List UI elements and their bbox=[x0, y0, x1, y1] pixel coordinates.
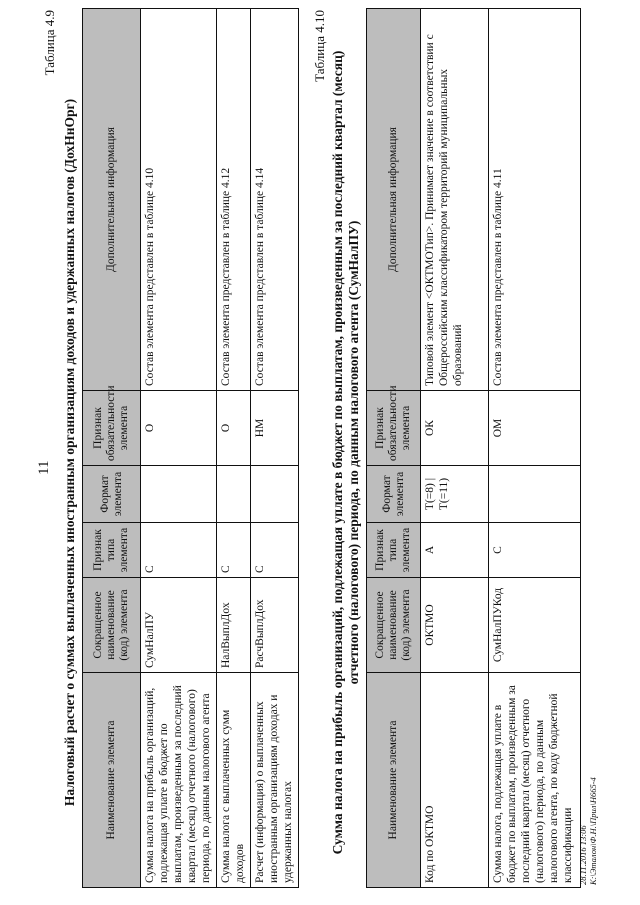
table-cell: НалВыплДох bbox=[217, 578, 251, 673]
table-row bbox=[217, 9, 251, 888]
table-cell: Состав элемента представлен в таблице 4.11 bbox=[489, 9, 581, 391]
table-cell: С bbox=[251, 523, 299, 578]
table-cell: С bbox=[489, 523, 581, 578]
table-cell: Код по ОКТМО bbox=[421, 673, 489, 888]
data-table bbox=[366, 8, 581, 888]
column-header: Формат элемента bbox=[367, 466, 421, 523]
table-cell: А bbox=[421, 523, 489, 578]
footer-note bbox=[578, 777, 598, 885]
column-header: Дополнительная информация bbox=[83, 9, 141, 391]
table-title-line: отчетного (налогового) периода, по данным налогового агента (СумНалПУ) bbox=[346, 220, 361, 685]
table-cell: С bbox=[141, 523, 217, 578]
column-header: Признак типа элемента bbox=[367, 523, 421, 578]
column-header: Признак обязательности элемента bbox=[83, 391, 141, 466]
footer-path: К:\Эталон\Ф.Н.\Прил\Н665-4 bbox=[588, 777, 598, 885]
table-cell: НМ bbox=[251, 391, 299, 466]
table-cell: ОК bbox=[421, 391, 489, 466]
table-cell: СумНалПУ bbox=[141, 578, 217, 673]
table-cell: Сумма налога на прибыль организаций, подлежащая уплате в бюджет по выплатам, произведенным за последний квартал (месяц) отчетного (налогового) периода, по данным налогового агента bbox=[141, 673, 217, 888]
table-cell: ОКТМО bbox=[421, 578, 489, 673]
table-cell: Состав элемента представлен в таблице 4.12 bbox=[217, 9, 251, 391]
column-header: Признак типа элемента bbox=[83, 523, 141, 578]
column-header: Дополнительная информация bbox=[367, 9, 421, 391]
table-cell: РасчВыплДох bbox=[251, 578, 299, 673]
table-row bbox=[489, 9, 581, 888]
table-row bbox=[421, 9, 489, 888]
table-label: Таблица 4.10 bbox=[312, 10, 327, 82]
page-number: 11 bbox=[36, 460, 52, 475]
column-header: Наименование элемента bbox=[367, 673, 421, 888]
table-cell: Сумма налога с выплаченных сумм доходов bbox=[217, 673, 251, 888]
table-cell bbox=[141, 466, 217, 523]
column-header: Сокращенное наименование (код) элемента bbox=[83, 578, 141, 673]
table-cell: Сумма налога, подлежащая уплате в бюджет по выплатам, произведенным за последний квартал (месяц) отчетного (налогового) периода, по данным налогового агента, по коду бюджетной классификации bbox=[489, 673, 581, 888]
table-header-row bbox=[367, 9, 421, 888]
column-header: Признак обязательности элемента bbox=[367, 391, 421, 466]
table-cell: Расчет (информация) о выплаченных иностранным организациям доходах и удержанных налогах bbox=[251, 673, 299, 888]
column-header: Сокращенное наименование (код) элемента bbox=[367, 578, 421, 673]
table-cell bbox=[251, 466, 299, 523]
table-cell bbox=[217, 466, 251, 523]
table-title: Налоговый расчет о суммах выплаченных иностранным организациям доходов и удержанных налогов (ДохНнОрг) bbox=[62, 98, 77, 807]
table-cell: СумНалПУКод bbox=[489, 578, 581, 673]
table-cell: С bbox=[217, 523, 251, 578]
table-cell: Состав элемента представлен в таблице 4.14 bbox=[251, 9, 299, 391]
data-table bbox=[82, 8, 299, 888]
column-header: Наименование элемента bbox=[83, 673, 141, 888]
table-cell: Состав элемента представлен в таблице 4.10 bbox=[141, 9, 217, 391]
table-cell bbox=[489, 466, 581, 523]
table-cell: ОМ bbox=[489, 391, 581, 466]
table-title bbox=[330, 10, 362, 895]
table-label: Таблица 4.9 bbox=[42, 10, 57, 76]
table-title-line: Сумма налога на прибыль организаций, подлежащая уплате в бюджет по выплатам, произведенным за последний квартал (месяц) bbox=[330, 50, 345, 855]
table-cell: Типовой элемент <ОКТМОТип>. Принимает значение в соответствии с Общероссийским классификатором территорий муниципальных образований bbox=[421, 9, 489, 391]
table-cell: T(=8) | T(=11) bbox=[421, 466, 489, 523]
column-header: Формат элемента bbox=[83, 466, 141, 523]
table-row bbox=[141, 9, 217, 888]
table-cell: О bbox=[217, 391, 251, 466]
table-header-row bbox=[83, 9, 141, 888]
table-cell: О bbox=[141, 391, 217, 466]
footer-date: 28.11.2016 13:06 bbox=[578, 825, 588, 885]
table-row bbox=[251, 9, 299, 888]
